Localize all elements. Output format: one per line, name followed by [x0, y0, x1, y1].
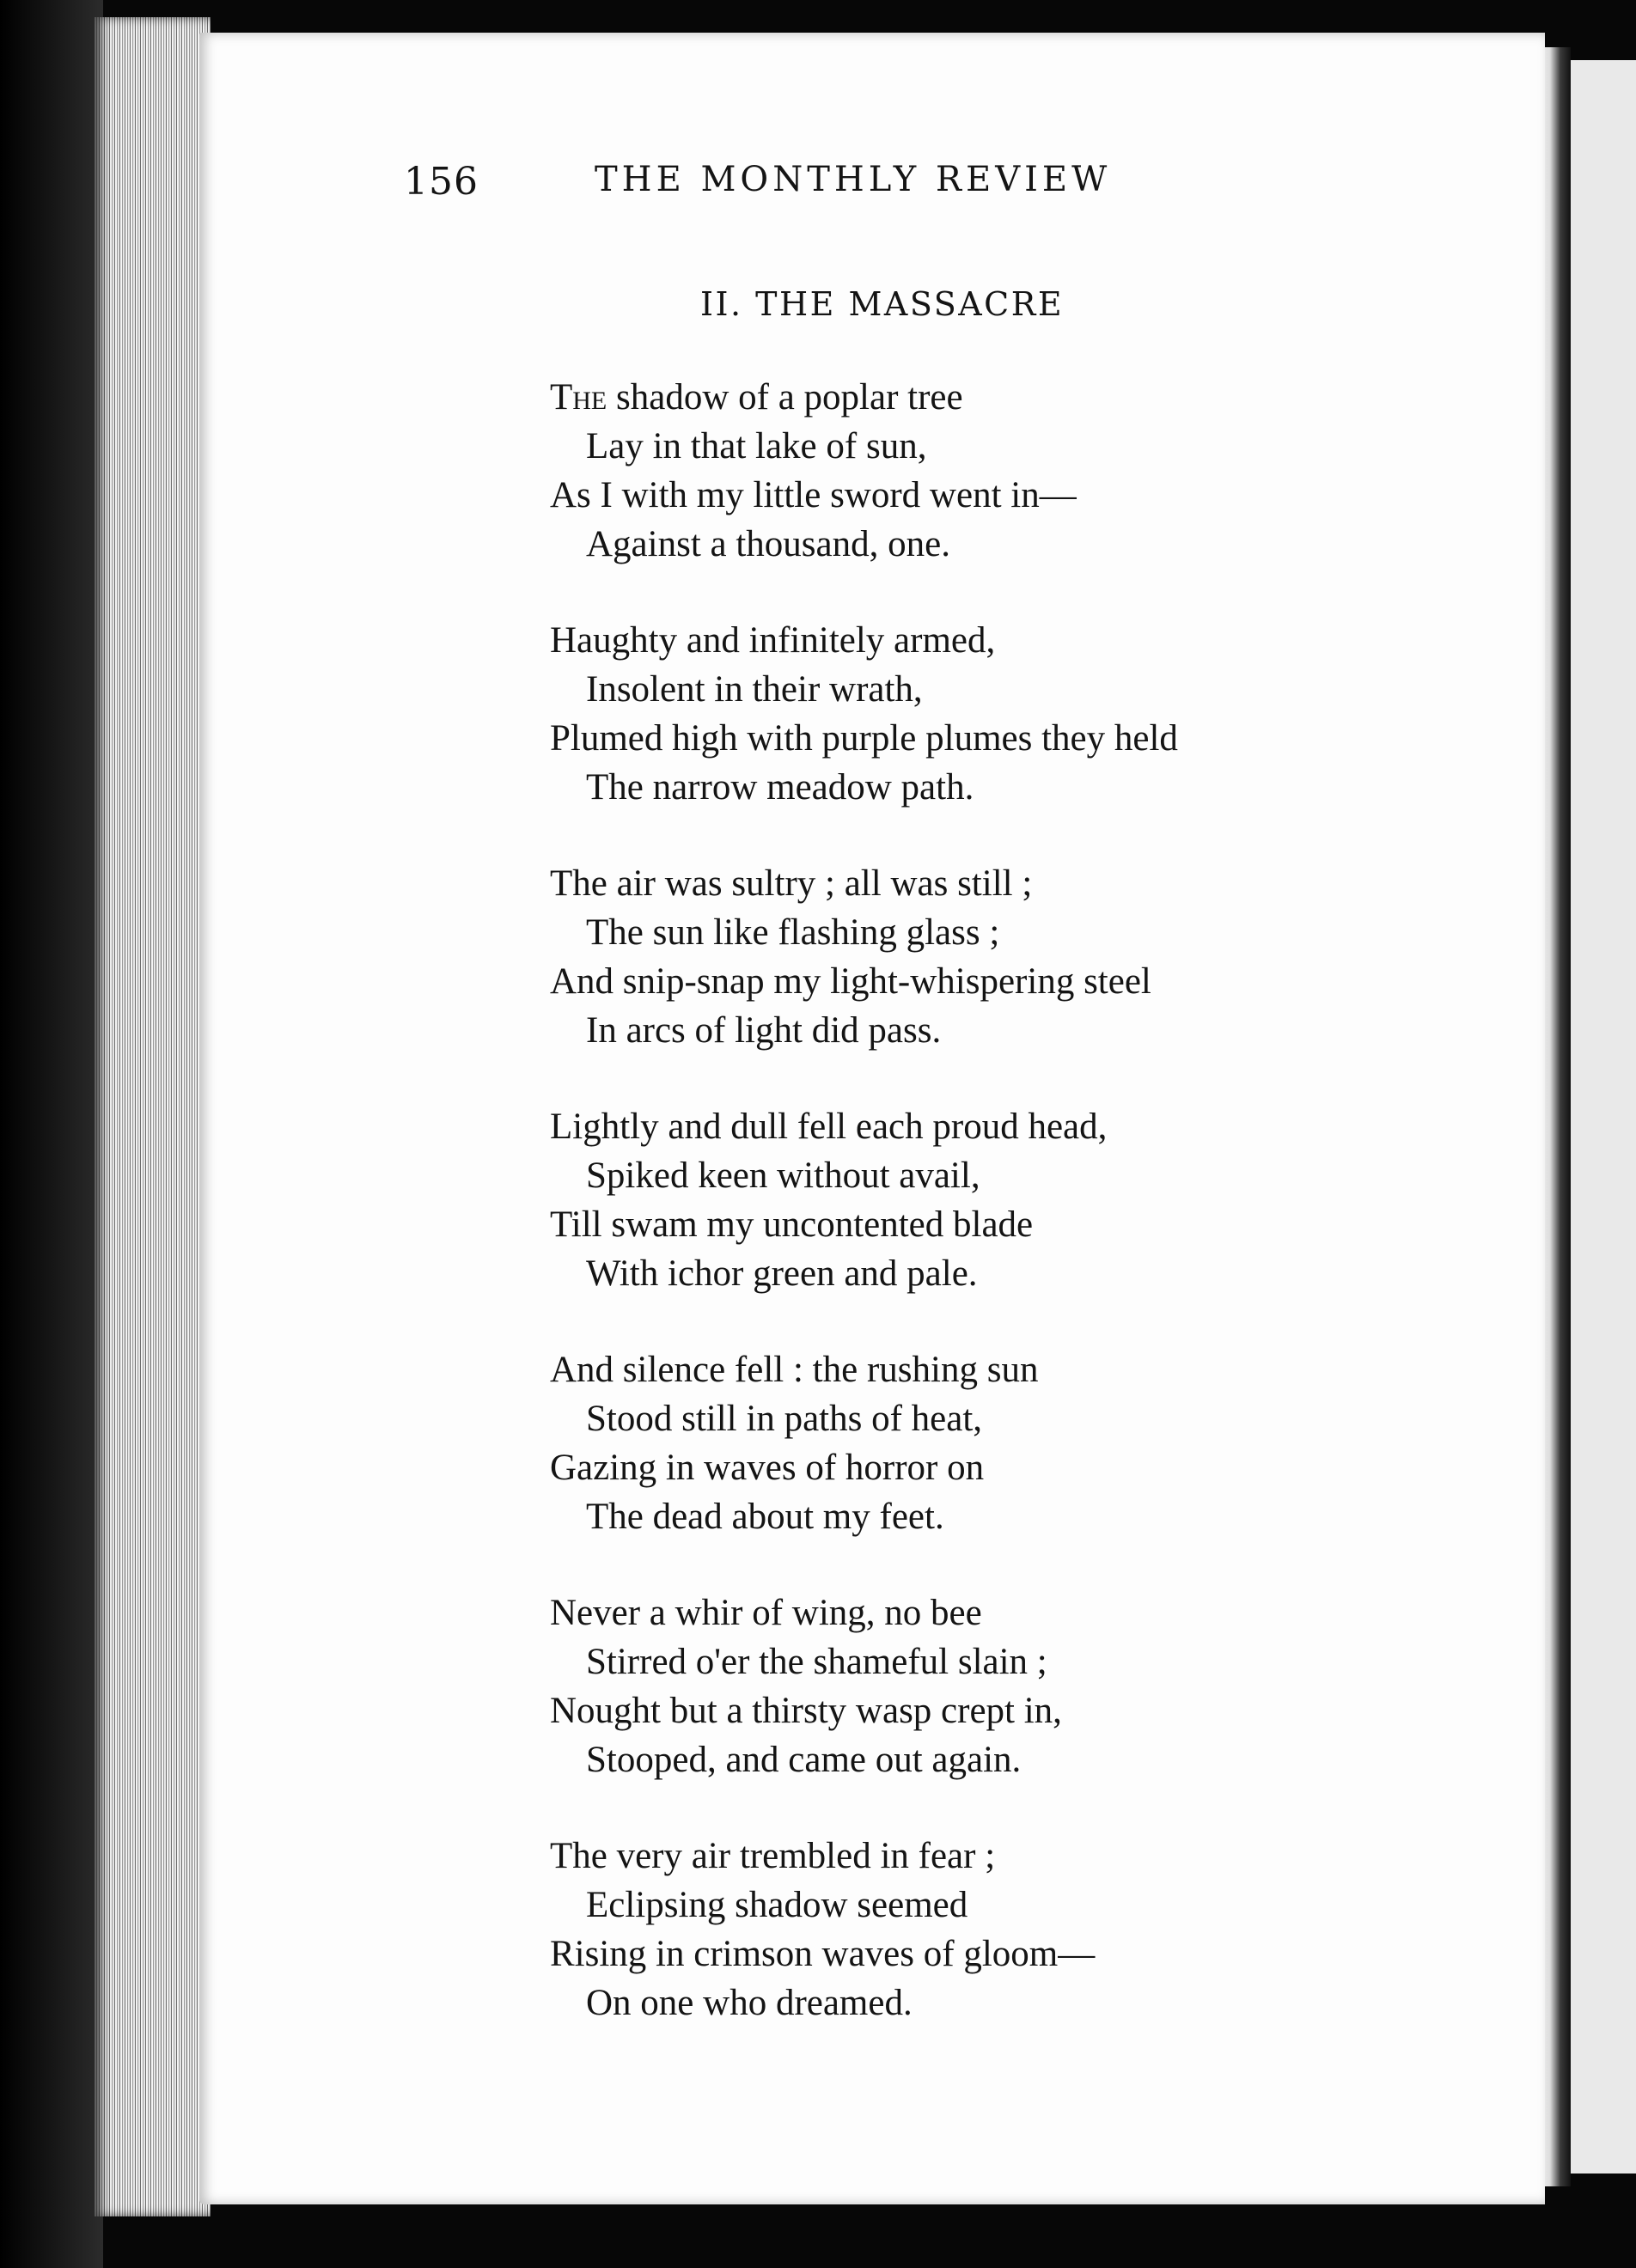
poem-line: Stirred o'er the shameful slain ;	[586, 1642, 1047, 1682]
stanza	[550, 373, 1323, 569]
poem-line: Never a whir of wing, no bee	[550, 1593, 982, 1633]
stanza	[550, 616, 1323, 812]
poem-title: II. THE MASSACRE	[700, 285, 1065, 323]
poem-line: Against a thousand, one.	[586, 524, 950, 564]
poem-line: Till swam my uncontented blade	[550, 1204, 1034, 1245]
poem-line: Lay in that lake of sun,	[586, 426, 927, 466]
poem-line: Eclipsing shadow seemed	[586, 1885, 968, 1925]
poem-line: Rising in crimson waves of gloom—	[550, 1934, 1096, 1974]
poem-body	[550, 373, 1323, 2075]
book-binding	[0, 0, 103, 2268]
poem-line	[550, 373, 1323, 422]
poem-line: The narrow meadow path.	[586, 767, 974, 808]
poem-line: The very air trembled in fear ;	[550, 1836, 996, 1876]
poem-line: With ichor green and pale.	[586, 1253, 978, 1294]
stanza	[550, 1102, 1323, 1298]
poem-line: Spiked keen without avail,	[586, 1155, 980, 1196]
page-edges	[95, 17, 211, 2216]
running-head	[404, 160, 1340, 220]
poem-line: As I with my little sword went in—	[550, 475, 1077, 515]
poem-line: And snip-snap my light-whispering steel	[550, 961, 1151, 1002]
poem-line: The dead about my feet.	[586, 1497, 944, 1537]
poem-line: Haughty and infinitely armed,	[550, 620, 996, 661]
stanza	[550, 1832, 1323, 2027]
stanza	[550, 1588, 1323, 1784]
poem-line: And silence fell : the rushing sun	[550, 1350, 1039, 1390]
poem-line: The air was sultry ; all was still ;	[550, 863, 1033, 904]
poem-line: Plumed high with purple plumes they held	[550, 718, 1178, 759]
poem-line: Stooped, and came out again.	[586, 1740, 1022, 1780]
poem-line: Nought but a thirsty wasp crept in,	[550, 1691, 1062, 1731]
stanza	[550, 1345, 1323, 1541]
drop-word: The	[550, 377, 607, 418]
poem-line: Insolent in their wrath,	[586, 669, 923, 710]
journal-title: THE MONTHLY REVIEW	[595, 160, 1112, 199]
poem-line: In arcs of light did pass.	[586, 1010, 942, 1051]
poem-line: The sun like flashing glass ;	[586, 912, 1000, 953]
poem-line: On one who dreamed.	[586, 1983, 913, 2023]
poem-line: Stood still in paths of heat,	[586, 1399, 983, 1439]
page-number: 156	[404, 160, 479, 204]
facing-page-edge	[1566, 60, 1636, 2174]
poem-line: Gazing in waves of horror on	[550, 1448, 985, 1488]
stanza	[550, 859, 1323, 1055]
poem-line: Lightly and dull fell each proud head,	[550, 1107, 1108, 1147]
first-line-text: shadow of a poplar tree	[607, 377, 963, 418]
